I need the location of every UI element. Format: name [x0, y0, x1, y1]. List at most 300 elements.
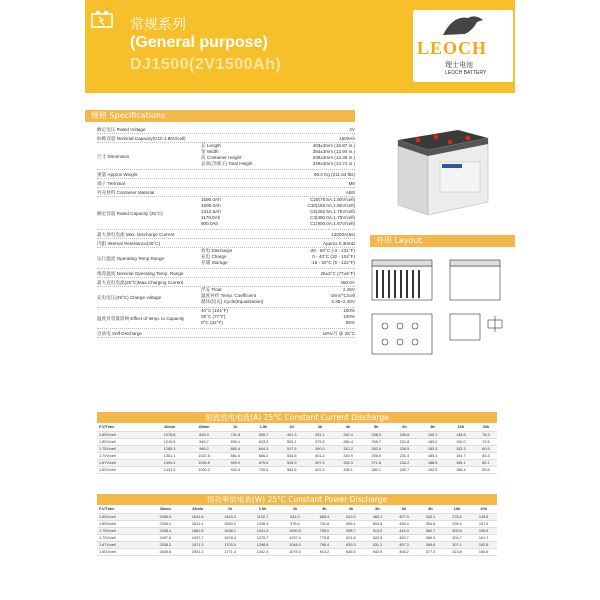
table-cell: 315.9 — [334, 452, 362, 459]
spec-row — [97, 308, 355, 329]
table-cell: 931.0 — [279, 513, 311, 520]
column-header: 1.5h — [249, 424, 277, 431]
row-label: 1.75V/cell — [97, 527, 149, 534]
table-cell: 401.4 — [306, 452, 334, 459]
spec-sub-label: 温度补偿 Temp. Coefficient — [201, 293, 257, 298]
table-cell: 331.1 — [306, 431, 334, 438]
row-label: 1.70V/cell — [97, 452, 152, 459]
constant-power-table — [97, 506, 497, 556]
table-cell: 157.5 — [470, 520, 497, 527]
spec-value: 450.0A — [340, 279, 355, 285]
column-header: 6h — [391, 506, 418, 513]
table-cell: 2538.2 — [149, 541, 181, 548]
table-cell: 621.8 — [338, 534, 365, 541]
table-cell: 644.3 — [249, 445, 277, 452]
table-cell: 149.8 — [470, 513, 497, 520]
spec-row — [97, 278, 355, 287]
constant-power-heading: 恒功率放电表(W) 25°C Constant Power Discharge — [97, 494, 497, 505]
table-cell: 1048.0 — [279, 541, 311, 548]
table-cell: 1583.2 — [214, 520, 246, 527]
brand-name-chinese: 理士电池 — [445, 61, 473, 69]
table-cell: 390.0 — [306, 445, 334, 452]
table-cell: 556.1 — [338, 520, 365, 527]
table-cell: 231.4 — [390, 452, 418, 459]
spec-sub-label: 1500.0Ah — [201, 203, 221, 208]
table-cell: 1394.4 — [152, 459, 186, 466]
table-cell: 162.8 — [470, 541, 497, 548]
title-english: (General purpose) — [130, 34, 268, 51]
row-label: 1.67V/cell — [97, 459, 152, 466]
constant-current-table — [97, 424, 497, 474]
table-cell: 1638.1 — [214, 527, 246, 534]
spec-value: 100% — [343, 308, 355, 313]
table-cell: 82.1 — [475, 459, 497, 466]
table-cell: 1102.7 — [246, 513, 278, 520]
table-cell: 161.7 — [470, 534, 497, 541]
table-cell: 1275.7 — [246, 534, 278, 541]
table-row — [97, 534, 497, 541]
table-cell: 543.9 — [364, 548, 391, 555]
table-cell: 278.2 — [444, 513, 471, 520]
column-header: 3h — [306, 424, 334, 431]
row-label: 1.70V/cell — [97, 534, 149, 541]
table-cell: 2051.2 — [182, 548, 214, 555]
table-cell: 1971.3 — [182, 541, 214, 548]
table-cell: 461.3 — [278, 431, 306, 438]
spec-value: 85% — [345, 320, 355, 325]
table-cell: 830.1 — [221, 438, 249, 445]
table-cell: 775.8 — [311, 534, 338, 541]
spec-sub-label: 1590.0Ah — [201, 197, 221, 202]
spec-label: 端子 Terminal — [97, 180, 125, 186]
table-cell: 154.7 — [447, 452, 475, 459]
table-cell: 1881.8 — [182, 527, 214, 534]
table-cell: 156.1 — [447, 459, 475, 466]
table-row — [97, 466, 497, 473]
table-cell: 366.3 — [417, 534, 444, 541]
table-cell: 422.4 — [306, 466, 334, 473]
spec-sub-label: 1170.0Ah — [201, 215, 221, 220]
table-cell: 262.5 — [362, 445, 390, 452]
column-header: 5h — [362, 424, 390, 431]
table-cell: 354.8 — [417, 520, 444, 527]
layout-heading: 外形 Layout — [370, 235, 515, 247]
row-label: 1.85V/cell — [97, 513, 149, 520]
table-cell: 192.9 — [419, 466, 447, 473]
table-cell: 523.5 — [364, 534, 391, 541]
column-header: 2h — [279, 506, 311, 513]
spec-sub-label: 充电 Charge — [201, 254, 227, 259]
table-row — [97, 548, 497, 555]
table-cell: 1298.8 — [246, 541, 278, 548]
table-cell: 513.0 — [364, 527, 391, 534]
spec-row — [97, 170, 355, 179]
table-cell: 2497.6 — [149, 534, 181, 541]
specifications-table — [97, 125, 355, 338]
spec-sub-label: 高 Container Height — [201, 155, 242, 160]
table-cell: 183.3 — [419, 445, 447, 452]
spec-sub-label: 放电 Discharge — [201, 248, 233, 253]
table-cell: 180.0 — [419, 438, 447, 445]
spec-row — [97, 269, 355, 278]
table-cell: 639.3 — [338, 541, 365, 548]
spec-row — [97, 329, 355, 338]
table-cell: 444.3 — [391, 527, 418, 534]
table-cell: 259.7 — [362, 438, 390, 445]
battery-photo — [388, 120, 493, 220]
column-header: 30min — [149, 506, 181, 513]
spec-sub-label: 0°C (32°F) — [201, 320, 223, 325]
table-cell: 377.2 — [417, 548, 444, 555]
table-cell: 268.5 — [362, 452, 390, 459]
table-row — [97, 520, 497, 527]
table-cell: 623.3 — [249, 438, 277, 445]
specifications-heading: 规格 Specifications — [85, 110, 355, 122]
column-header: 2h — [278, 424, 306, 431]
table-cell: 978.4 — [279, 520, 311, 527]
spec-sub-label: 25°C (77°F) — [201, 314, 226, 319]
table-cell: 324.3 — [334, 459, 362, 466]
table-cell: 1075.3 — [279, 548, 311, 555]
column-header: 4h — [338, 506, 365, 513]
spec-sub-label: 浮充 Float — [201, 287, 222, 292]
spec-sub-label: 1312.5Ah — [201, 209, 221, 214]
table-cell: 452.7 — [391, 534, 418, 541]
table-header-row — [97, 506, 497, 513]
model-title: DJ1500(2V1500Ah) — [130, 56, 282, 73]
column-header: 45min — [182, 506, 214, 513]
table-cell: 80.5 — [475, 445, 497, 452]
spec-sub-label: 存储 Storage — [201, 260, 228, 265]
table-cell: 159.8 — [470, 527, 497, 534]
table-cell: 1208.3 — [246, 520, 278, 527]
spec-value: C3(390.0A,1.75V/cell) — [310, 215, 355, 220]
table-cell: 512.0 — [338, 513, 365, 520]
spec-label: 温度对容量影响 Effect of temp. to Capacity — [97, 315, 185, 321]
table-cell: 741.8 — [221, 431, 249, 438]
row-label: 1.60V/cell — [97, 548, 149, 555]
table-cell: 375.9 — [306, 438, 334, 445]
table-cell: 369.6 — [417, 541, 444, 548]
table-cell: 2438.4 — [149, 527, 181, 534]
table-cell: 758.0 — [311, 527, 338, 534]
brand-name-english: LEOCH BATTERY — [445, 70, 487, 76]
spec-label: 运行温度 Operating Temp.Range — [97, 255, 165, 261]
table-cell: 234.2 — [390, 459, 418, 466]
spec-value: 339±3mm (13.35 in.) — [312, 155, 355, 160]
table-cell: 1285.3 — [152, 445, 186, 452]
spec-label: 自放电 Self Discharge — [97, 330, 142, 336]
table-cell: 989.2 — [187, 445, 221, 452]
table-cell: 335.1 — [334, 466, 362, 473]
table-cell: 436.4 — [391, 520, 418, 527]
spec-value: -20 - 50°C (-4 - 131°F) — [309, 248, 355, 253]
table-cell: 221.8 — [390, 438, 418, 445]
table-cell: 468.2 — [391, 548, 418, 555]
spec-value: C1(900.0A,1.67V/cell) — [310, 221, 355, 226]
table-cell: 295.4 — [444, 520, 471, 527]
column-header: 10h — [447, 424, 475, 431]
column-header: F.V/Time — [97, 506, 149, 513]
spec-label: 重量 Approx Weight — [97, 171, 138, 177]
spec-label: 最大放电电流 Max. Discharge Current — [97, 231, 175, 237]
table-cell: 555.7 — [249, 431, 277, 438]
row-label: 1.85V/cell — [97, 431, 152, 438]
table-cell: 741.8 — [311, 520, 338, 527]
column-header: 8h — [419, 424, 447, 431]
spec-value: 349±3mm (13.74 in.) — [312, 161, 355, 166]
layout-drawings — [370, 254, 515, 384]
table-cell: 304.7 — [444, 534, 471, 541]
column-header: 1h — [221, 424, 249, 431]
table-cell: 1361.1 — [152, 452, 186, 459]
spec-values — [329, 287, 355, 305]
spec-sub-labels — [201, 197, 221, 227]
table-cell: 407.3 — [391, 513, 418, 520]
row-label: 1.80V/cell — [97, 438, 152, 445]
table-cell: 563.6 — [278, 466, 306, 473]
table-row — [97, 527, 497, 534]
spec-value: M8 — [348, 180, 355, 186]
table-cell: 646.5 — [338, 548, 365, 555]
table-cell: 1000.6 — [279, 527, 311, 534]
table-cell: 517.5 — [278, 445, 306, 452]
table-cell: 679.5 — [249, 459, 277, 466]
table-cell: 1641.6 — [182, 513, 214, 520]
column-header: 6h — [390, 424, 418, 431]
table-cell: 271.8 — [362, 459, 390, 466]
table-cell: 1771.4 — [214, 548, 246, 555]
spec-row — [97, 188, 355, 197]
table-cell: 188.5 — [419, 459, 447, 466]
table-cell: 860.4 — [221, 445, 249, 452]
spec-value: 2.35~2.40V — [331, 299, 355, 304]
spec-values — [308, 197, 356, 227]
spec-value: C20(79.5A,1.80V/cell) — [310, 197, 355, 202]
table-cell: 534.6 — [278, 452, 306, 459]
row-label: 1.60V/cell — [97, 466, 152, 473]
spec-value: ABS — [345, 189, 355, 195]
table-cell: 152.3 — [447, 445, 475, 452]
table-cell: 79.5 — [475, 438, 497, 445]
table-cell: 1703.0 — [214, 541, 246, 548]
table-cell: 78.3 — [475, 431, 497, 438]
table-cell: 598.7 — [338, 527, 365, 534]
table-cell: 165.6 — [470, 548, 497, 555]
spec-label: 标称容量 Nominal Capacity(C10 1.80V/cell) — [97, 135, 186, 141]
table-cell: 503.8 — [364, 520, 391, 527]
table-row — [97, 513, 497, 520]
table-cell: 1090.2 — [187, 466, 221, 473]
spec-row — [97, 125, 355, 134]
spec-row — [97, 239, 355, 248]
table-cell: 543.9 — [278, 459, 306, 466]
table-cell: 942.6 — [221, 466, 249, 473]
table-cell: 2085.0 — [149, 513, 181, 520]
table-row — [97, 452, 497, 459]
spec-sub-labels — [201, 308, 228, 326]
table-cell: 1812.1 — [182, 520, 214, 527]
table-cell: 1078.8 — [152, 431, 186, 438]
spec-values — [343, 308, 355, 326]
table-row — [97, 459, 497, 466]
table-cell: 206.6 — [390, 431, 418, 438]
table-cell: 148.6 — [447, 431, 475, 438]
spec-label: 外壳材料 Container Material — [97, 189, 155, 195]
table-cell: 503.1 — [278, 438, 306, 445]
column-header: 1.5h — [246, 506, 278, 513]
spec-value: 403±3mm (15.87 in.) — [312, 143, 355, 148]
spec-row — [97, 287, 355, 308]
spec-value: C10(150.0A,1.80V/cell) — [307, 203, 355, 208]
spec-value: 12000A(5s) — [331, 231, 355, 237]
table-cell: 158.4 — [447, 466, 475, 473]
table-row — [97, 541, 497, 548]
spec-row — [97, 230, 355, 239]
table-cell: 1219.5 — [152, 438, 186, 445]
column-header: 3h — [311, 506, 338, 513]
table-row — [97, 438, 497, 445]
spec-row — [97, 197, 355, 230]
constant-current-heading: 恒流放电电流(A) 25°C Constant Current Discharge — [97, 412, 497, 423]
table-cell: 946.7 — [187, 438, 221, 445]
column-header: 10h — [444, 506, 471, 513]
table-cell: 1037.4 — [279, 534, 311, 541]
table-cell: 226.5 — [390, 445, 418, 452]
table-cell: 262.4 — [334, 431, 362, 438]
spec-label: 内阻 Internal Resistance(25°C) — [97, 240, 161, 246]
spec-value: Approx 0.30mΩ — [322, 240, 355, 246]
spec-value: 2V — [349, 126, 355, 132]
table-cell: 465.1 — [364, 513, 391, 520]
table-cell: 1045.5 — [187, 459, 221, 466]
spec-label: 尺寸 Dimension — [97, 153, 130, 159]
spec-label: 充电电压(25°C) Charge voltage — [97, 294, 162, 300]
column-header: 1h — [214, 506, 246, 513]
table-cell: 1342.4 — [246, 548, 278, 555]
spec-value: 25±3°C (77±5°F) — [320, 270, 355, 276]
column-header: 45min — [187, 424, 221, 431]
spec-sub-labels — [201, 248, 232, 266]
spec-label: 最大充电电流(25°C)Max.Charging Current — [97, 279, 184, 285]
table-row — [97, 431, 497, 438]
table-cell: 166.1 — [419, 431, 447, 438]
spec-values — [313, 143, 355, 167]
spec-sub-label: 循环(均充) Cycle(Equalization) — [201, 299, 264, 304]
title-chinese: 常规系列 — [130, 17, 186, 33]
row-label: 1.75V/cell — [97, 445, 152, 452]
spec-label: 额定电压 Rated Voltage — [97, 126, 146, 132]
spec-value: C5(262.5A,1.75V/cell) — [310, 209, 355, 214]
column-header: 20h — [470, 506, 497, 513]
table-cell: 531.2 — [364, 541, 391, 548]
table-cell: 668.4 — [311, 513, 338, 520]
table-cell: 407.4 — [306, 459, 334, 466]
table-cell: 280.1 — [362, 466, 390, 473]
table-cell: 1937.7 — [182, 534, 214, 541]
spec-sub-label: 900.0Ah — [201, 221, 219, 226]
column-header: 5h — [364, 506, 391, 513]
table-cell: 709.5 — [249, 466, 277, 473]
battery-logo-icon — [91, 10, 113, 30]
spec-value: 0 - 40°C (32 - 104°F) — [312, 254, 355, 259]
spec-value: 2.25V — [342, 287, 355, 292]
table-header-row — [97, 424, 497, 431]
spec-sub-label: 长 Length — [201, 143, 221, 148]
spec-value: -3mV/°C/cell — [329, 293, 355, 298]
row-label: 1.67V/cell — [97, 541, 149, 548]
table-cell: 360.7 — [417, 527, 444, 534]
table-cell: 1241.4 — [246, 527, 278, 534]
column-header: F.V/Time — [97, 424, 152, 431]
spec-sub-labels — [201, 287, 263, 305]
spec-value: ≤3%/月 @ 25°C — [322, 330, 355, 336]
spec-sub-label: 宽 Width — [201, 149, 219, 154]
spec-label: 额定容量 Rated Capacity (25°C) — [97, 210, 163, 216]
table-cell: 185.3 — [419, 452, 447, 459]
row-label: 1.80V/cell — [97, 520, 149, 527]
column-header: 20h — [475, 424, 497, 431]
table-cell: 666.0 — [249, 452, 277, 459]
spec-row — [97, 143, 355, 170]
horse-logo-icon — [413, 10, 513, 40]
spec-value: 96.0 Kg (211.64 lbs) — [313, 171, 355, 177]
table-cell: 240.7 — [390, 466, 418, 473]
spec-value: 354±3mm (13.94 in.) — [312, 149, 355, 154]
table-cell: 1443.3 — [214, 513, 246, 520]
table-cell: 1431.5 — [152, 466, 186, 473]
spec-sub-label: 40°C (104°F) — [201, 308, 228, 313]
table-cell: 848.0 — [187, 431, 221, 438]
spec-row — [97, 248, 355, 269]
table-cell: 2326.2 — [149, 520, 181, 527]
table-cell: 900.0 — [221, 459, 249, 466]
table-cell: 810.2 — [311, 548, 338, 555]
spec-value: -15 - 50°C (5 - 122°F) — [310, 260, 355, 265]
header-banner — [85, 0, 515, 93]
spec-sub-label: 总高(含端子) Total Height — [201, 161, 253, 166]
table-cell: 83.6 — [475, 466, 497, 473]
table-cell: 238.3 — [362, 431, 390, 438]
column-header: 4h — [334, 424, 362, 431]
table-cell: 2645.8 — [149, 548, 181, 555]
table-cell: 333.1 — [417, 513, 444, 520]
table-cell: 786.4 — [311, 541, 338, 548]
spec-value: 1500Ah — [339, 135, 355, 141]
spec-values — [309, 248, 355, 266]
table-cell: 150.0 — [447, 438, 475, 445]
table-cell: 313.8 — [444, 548, 471, 555]
spec-sub-labels — [201, 143, 253, 167]
table-cell: 1022.5 — [187, 452, 221, 459]
table-cell: 457.3 — [391, 541, 418, 548]
table-cell: 307.1 — [444, 541, 471, 548]
table-cell: 81.3 — [475, 452, 497, 459]
spec-value: 100% — [343, 314, 355, 319]
table-cell: 284.4 — [334, 438, 362, 445]
table-cell: 310.2 — [334, 445, 362, 452]
table-cell: 1678.4 — [214, 534, 246, 541]
table-cell: 881.6 — [221, 452, 249, 459]
table-cell: 300.5 — [444, 527, 471, 534]
column-header: 30min — [152, 424, 186, 431]
column-header: 8h — [417, 506, 444, 513]
table-row — [97, 445, 497, 452]
spec-label: 推荐温度 Nominal Operating Temp. Range — [97, 270, 184, 276]
spec-row — [97, 179, 355, 188]
brand-name: LEOCH — [417, 38, 488, 58]
spec-row — [97, 134, 355, 143]
